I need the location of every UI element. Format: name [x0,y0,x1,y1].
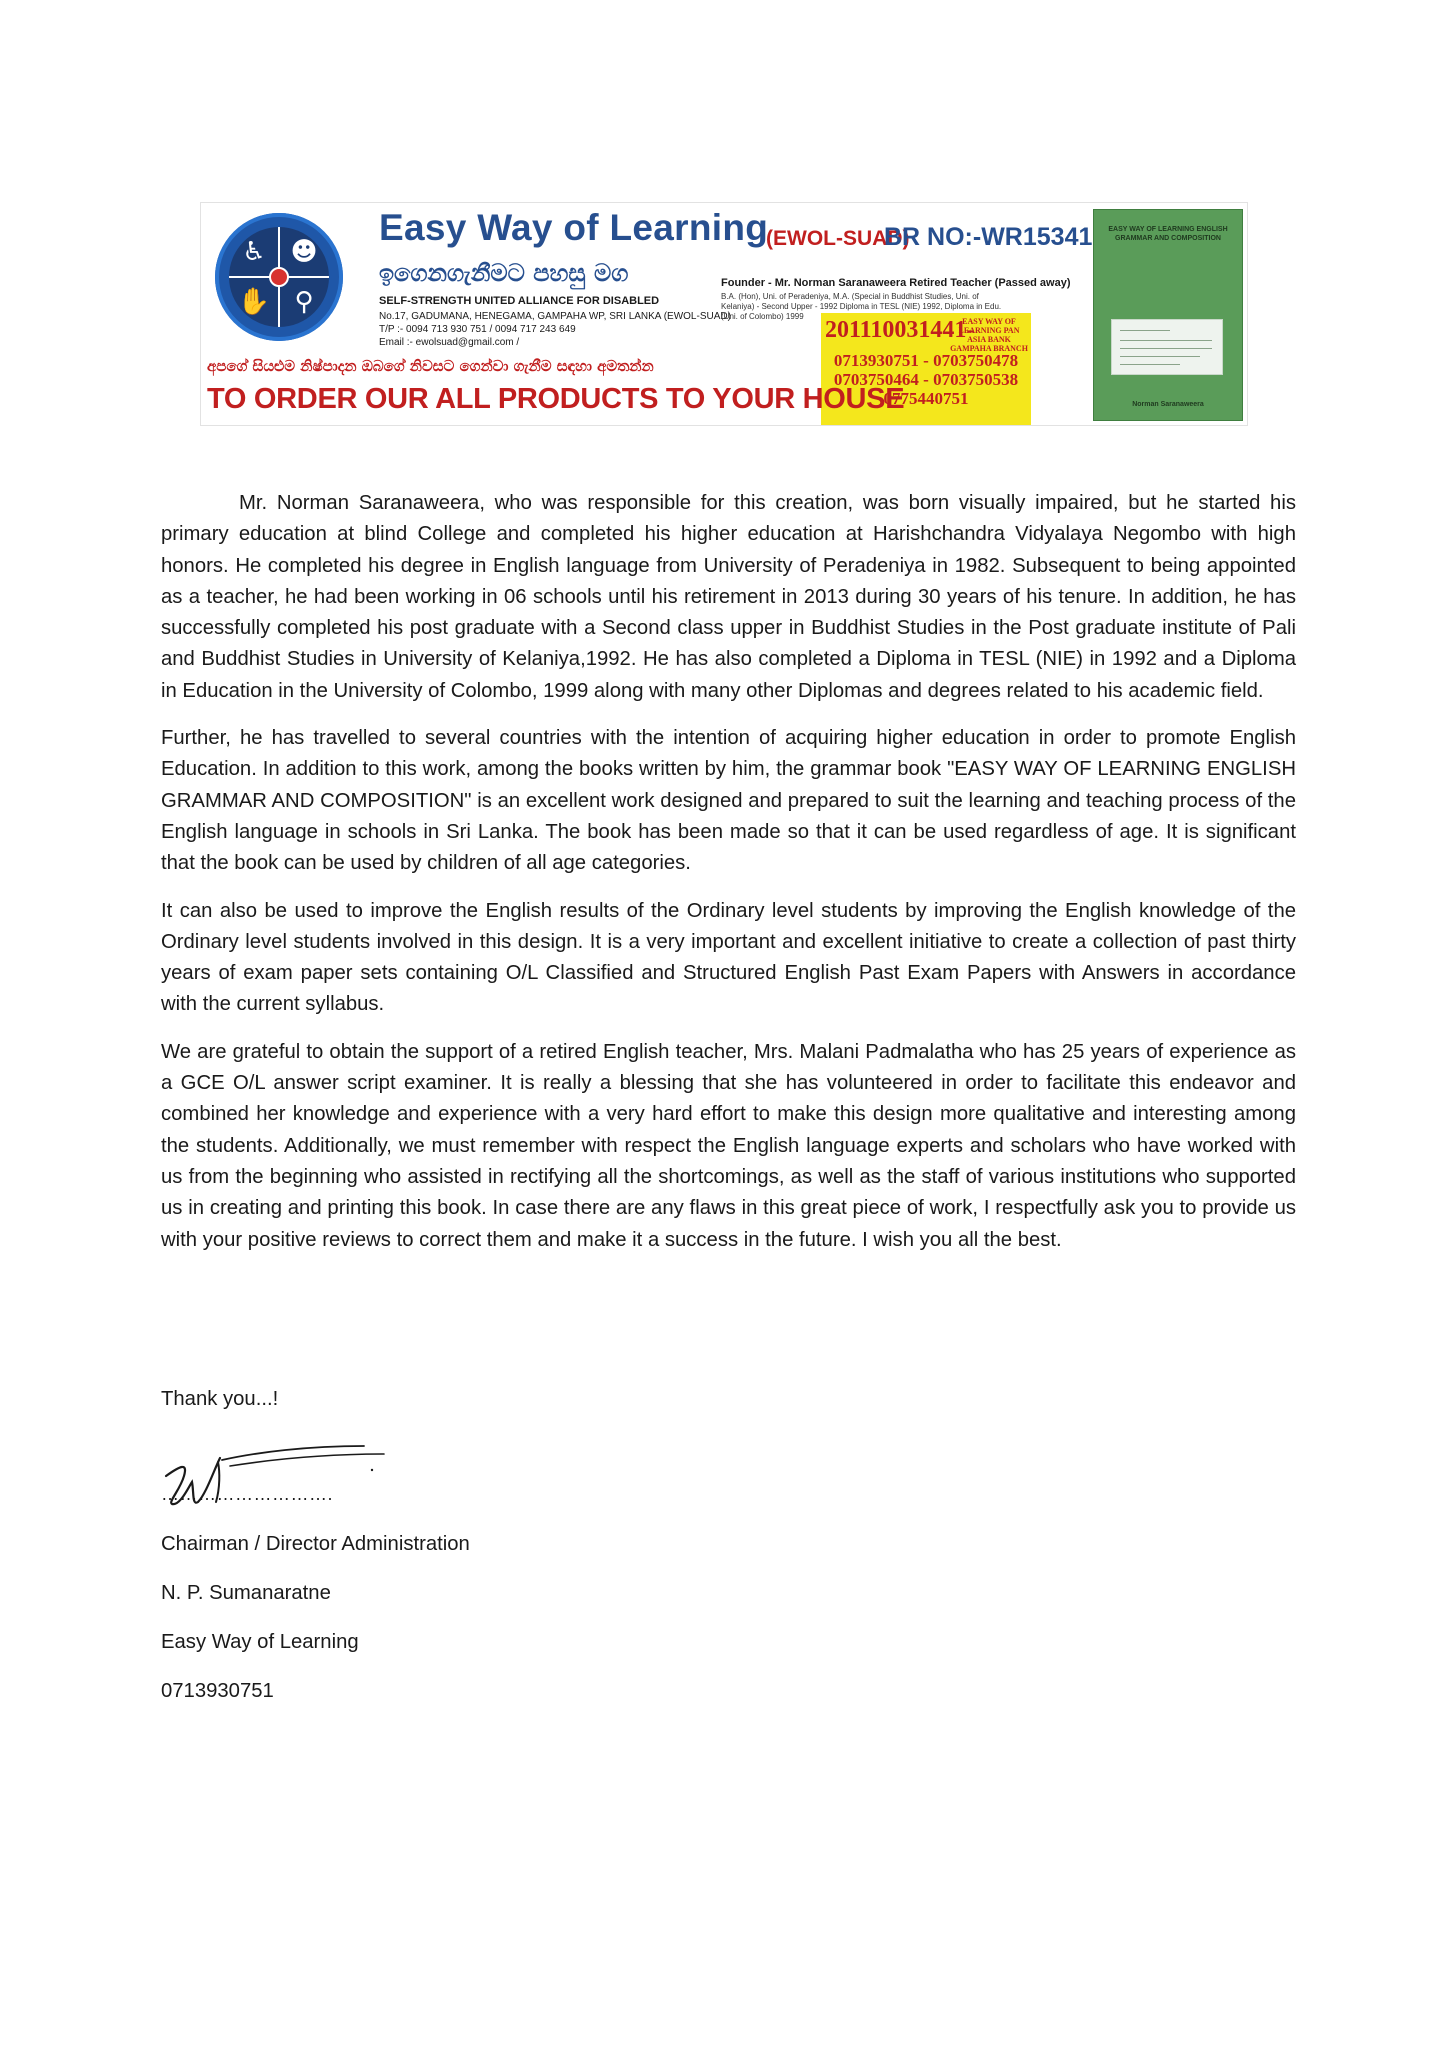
book-cover-author: Norman Saranaweera [1132,401,1204,408]
thank-you-line: Thank you...! [161,1388,279,1410]
wheelchair-icon: ♿ [242,237,266,267]
brand-address: No.17, GADUMANA, HENEGAMA, GAMPAHA WP, SRI LANKA (EWOL-SUAD) [379,311,731,322]
founder-qualifications: B.A. (Hon), Uni. of Peradeniya, M.A. (Special in Buddhist Studies, Uni. of Kelaniya) - Second Upper - 1992 Diploma in TESL (NIE) 1992, Diploma in Edu. (Uni. of Colombo) 1999 [721,292,1002,321]
head-icon: ☻ [290,237,318,267]
sign-language-icon: ✋ [237,287,271,317]
organization-logo [215,213,343,341]
order-sinhala-text: අපගේ සියළුම නිෂ්පාදන ඔබගේ නිවසට ගෙන්වා ගැනීම සඳහා අමතන්න [207,357,654,375]
order-banner-text: TO ORDER OUR ALL PRODUCTS TO YOUR HOUSE [207,383,905,415]
book-cover-card [1111,319,1223,375]
paragraph: We are grateful to obtain the support of a retired English teacher, Mrs. Malani Padmalatha who has 25 years of experience as a GCE O/L answer script examiner. It is really a blessing that she has volunteered in order to facilitate this endeavor and combined her knowledge and experience with a very hard effort to make this design more qualitative and interesting among the students. Additionally, we must remember with respect the English language experts and scholars who have worked with us from the beginning who assisted in rectifying all the shortcomings, as well as the staff of various institutions who supported us in creating and printing this book. In case there are any flaws in this great piece of work, I respectfully ask you to provide us with your positive reviews to correct them and make it a success in the future. I wish you all the best. [161,1040,1296,1251]
signature-dotted-line: ………………………. [161,1484,334,1504]
blind-person-icon: ⚲ [294,287,314,317]
contact-phone-line: 0703750464 - 0703750538 [833,370,1019,389]
letter-body [161,488,1296,1272]
book-cover [1093,209,1243,421]
contact-phone-line: 0775440751 [883,389,969,408]
paragraph: Further, he has travelled to several countries with the intention of acquiring higher education in order to promote English Education. In addition to this work, among the books written by him, the grammar book "EASY WAY OF LEARNING ENGLISH GRAMMAR AND COMPOSITION" is an excellent work designed and prepared to suit the learning and teaching process of the English language in schools in Sri Lanka. The book has been made so that it can be used regardless of age. It is significant that the book can be used by children of all age categories. [161,727,1296,875]
brand-abbreviation: (EWOL-SUAD) [766,227,910,250]
brand-title: Easy Way of Learning [379,207,769,248]
signatory-phone: 0713930751 [161,1680,274,1702]
logo-center-mark [269,267,289,287]
book-cover-title: EASY WAY OF LEARNING ENGLISH GRAMMAR AND COMPOSITION [1108,226,1228,242]
contact-phone-line: 0713930751 - 0703750478 [833,351,1019,370]
founder-line: Founder - Mr. Norman Saranaweera Retired Teacher (Passed away) [721,277,1071,289]
brand-sinhala-title: ඉගෙනගැනීමට පහසු මග [379,259,629,287]
paragraph: It can also be used to improve the English results of the Ordinary level students by improving the English knowledge of the Ordinary level students involved in this design. It is a very important and excellent initiative to create a collection of past thirty years of exam paper sets containing O/L Classified and Structured English Past Exam Papers with Answers in accordance with the current syllabus. [161,899,1296,1016]
bank-name: EASY WAY OF LEARNING PAN ASIA BANK GAMPAHA BRANCH [950,317,1028,353]
brand-subtitle: SELF-STRENGTH UNITED ALLIANCE FOR DISABLED [379,295,660,307]
registration-number: BR NO:-WR15341 [884,223,1093,251]
signatory-position: Chairman / Director Administration [161,1533,470,1555]
paragraph: Mr. Norman Saranaweera, who was responsible for this creation, was born visually impaired, but he started his primary education at blind College and completed his higher education at Harishchandra Vidyalaya Negombo with high honors. He completed his degree in English language from University of Peradeniya in 1982. Subsequent to being appointed as a teacher, he had been working in 06 schools until his retirement in 2013 during 30 years of his tenure. In addition, he has successfully completed his post graduate with a Second class upper in Buddhist Studies in the Post graduate institute of Pali and Buddhist Studies in University of Kelaniya,1992. He has also completed a Diploma in TESL (NIE) in 1992 and a Diploma in Education in the University of Colombo, 1999 along with many other Diplomas and degrees related to his academic field. [161,492,1296,702]
signatory-organization: Easy Way of Learning [161,1631,359,1653]
brand-phone: T/P :- 0094 713 930 751 / 0094 717 243 649 [379,324,576,335]
brand-email: Email :- ewolsuad@gmail.com / [379,337,520,348]
signatory-name: N. P. Sumanaratne [161,1582,331,1604]
account-number: 201110031441- [825,317,975,343]
header-banner [200,202,1248,426]
